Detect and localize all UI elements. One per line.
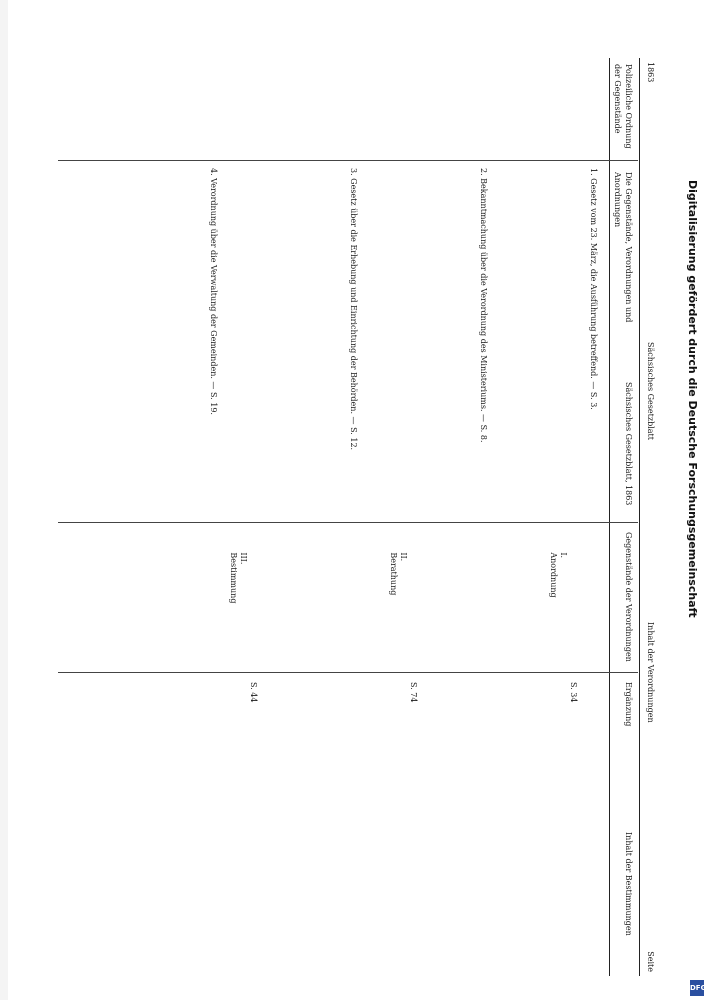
rotated-content <box>48 52 658 982</box>
section-1-title: Anordnung <box>549 552 558 598</box>
paragraph-4: 4. Verordnung über die Verwaltung der Gemeinden. — S. 19. <box>209 168 218 415</box>
paragraph-1: 1. Gesetz vom 23. März, die Ausführung betreffend. — S. 3. <box>589 168 598 410</box>
column-divider-2 <box>58 522 638 523</box>
right-col2-title: Ergänzung <box>624 682 633 727</box>
right-col3-title: Inhalt der Bestimmungen <box>624 832 633 936</box>
section-3 <box>218 532 258 662</box>
left-col1-title: Polizeiliche Ordnung der Gegenstände <box>613 64 633 149</box>
left-col3-title: Sächsisches Gesetzblatt, 1863 <box>624 382 633 506</box>
right-col1-title: Gegenstände der Verordnungen <box>624 532 633 662</box>
section-1-num: I. <box>559 552 568 559</box>
dfg-logo: DFG <box>690 980 704 996</box>
header-title-left: Sächsisches Gesetzblatt <box>646 342 655 440</box>
header-rule <box>639 58 640 976</box>
section-1-ref: S. 34 <box>569 682 578 703</box>
section-2-num: II. <box>399 552 408 562</box>
section-2-title: Berathung <box>389 552 398 596</box>
column-rule <box>609 58 610 976</box>
header-page: Seite <box>646 951 655 972</box>
scanned-page <box>48 52 658 982</box>
column-divider-1 <box>58 160 638 161</box>
paragraph-2: 2. Bekanntmachung über die Verordnung des Ministeriums. — S. 8. <box>479 168 488 443</box>
section-2 <box>378 532 418 662</box>
watermark-text: Digitalisierung gefördert durch die Deutsche Forschungsgemeinschaft <box>686 180 699 618</box>
watermark <box>681 180 701 960</box>
header-year: 1863 <box>646 62 655 83</box>
column-divider-3 <box>58 672 638 673</box>
section-3-ref: S. 44 <box>249 682 258 703</box>
binding-edge <box>0 0 8 1000</box>
left-col2-title: Die Gegenstände, Verordnungen und Anordnungen <box>613 172 633 323</box>
section-3-num: III. <box>239 552 248 565</box>
header-title-right: Inhalt der Verordnungen <box>646 622 655 723</box>
section-2-ref: S. 74 <box>409 682 418 703</box>
section-1 <box>538 532 578 662</box>
paragraph-3: 3. Gesetz über die Erhebung und Einrichtung der Behörden. — S. 12. <box>349 168 358 451</box>
page-header <box>642 62 656 972</box>
section-3-title: Bestimmung <box>229 552 238 604</box>
